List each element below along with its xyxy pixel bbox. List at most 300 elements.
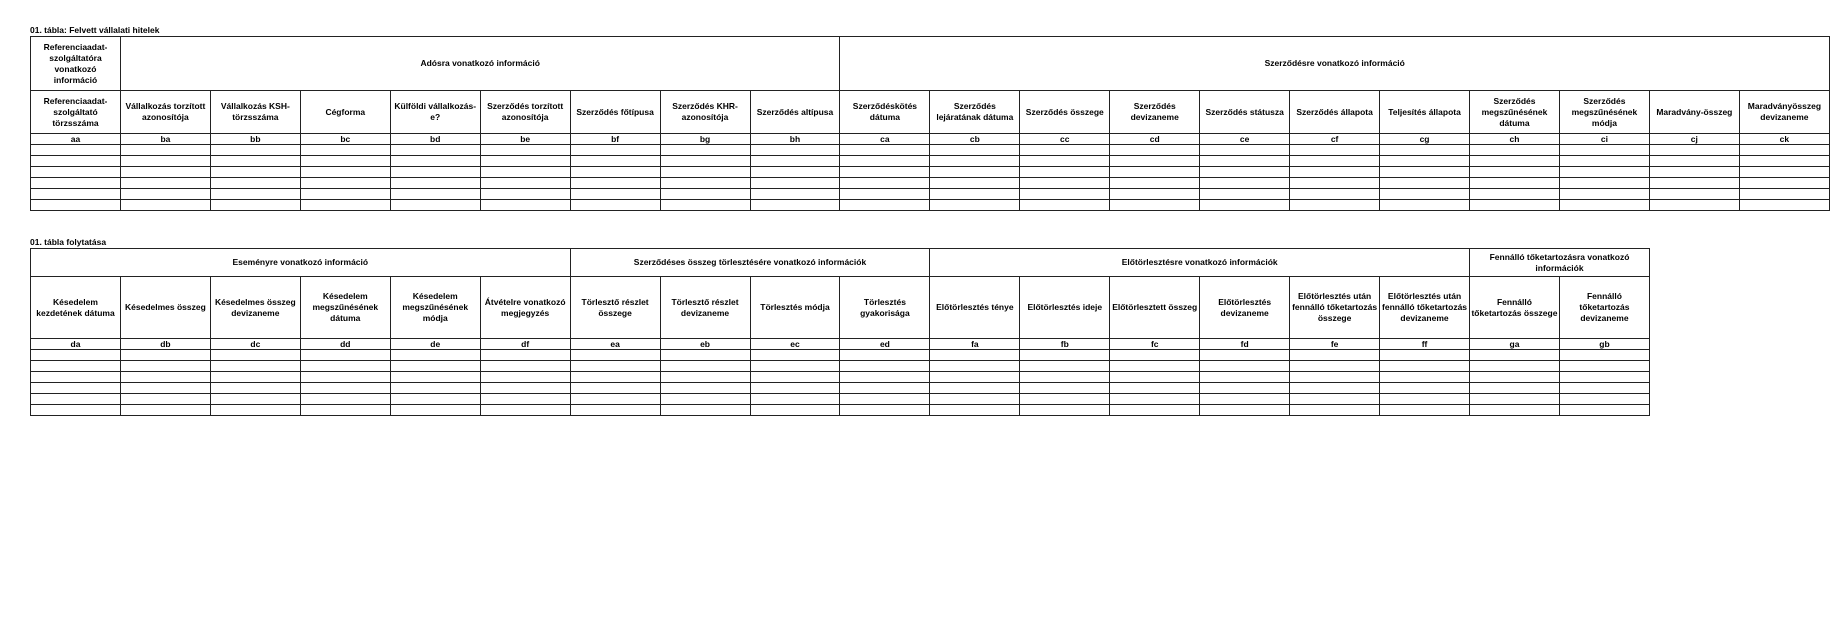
- column-code-cell: be: [480, 134, 570, 145]
- table2-continuation: [30, 248, 1650, 416]
- table-cell[interactable]: [480, 156, 570, 167]
- column-header-cell: Külföldi vállalkozás-e?: [390, 91, 480, 134]
- table-cell[interactable]: [120, 361, 210, 372]
- table-cell[interactable]: [1020, 167, 1110, 178]
- table-cell[interactable]: [1290, 178, 1380, 189]
- table-cell[interactable]: [1290, 394, 1380, 405]
- column-code-cell: gb: [1559, 339, 1649, 350]
- column-header-cell: Törlesztő részlet devizaneme: [660, 277, 750, 339]
- table-row: [31, 405, 1650, 416]
- table-cell[interactable]: [840, 372, 930, 383]
- table-cell[interactable]: [1380, 178, 1470, 189]
- table-cell[interactable]: [1200, 167, 1290, 178]
- table-cell[interactable]: [660, 394, 750, 405]
- column-header-cell: Késedelmes összeg devizaneme: [210, 277, 300, 339]
- column-code-cell: bc: [300, 134, 390, 145]
- table-cell[interactable]: [31, 178, 121, 189]
- table-cell[interactable]: [1380, 383, 1470, 394]
- table-cell[interactable]: [480, 361, 570, 372]
- table-cell[interactable]: [1290, 383, 1380, 394]
- table-cell[interactable]: [31, 200, 121, 211]
- column-code-cell: da: [31, 339, 121, 350]
- table-cell[interactable]: [1380, 372, 1470, 383]
- table-cell[interactable]: [840, 189, 930, 200]
- table1-caption: 01. tábla: Felvett vállalati hitelek: [30, 25, 160, 35]
- column-header-cell: Szerződés összege: [1020, 91, 1110, 134]
- table-cell[interactable]: [31, 167, 121, 178]
- table-cell[interactable]: [570, 178, 660, 189]
- table-row: [31, 394, 1650, 405]
- table-cell[interactable]: [840, 156, 930, 167]
- table-cell[interactable]: [480, 189, 570, 200]
- table-cell[interactable]: [930, 145, 1020, 156]
- table-cell[interactable]: [1200, 405, 1290, 416]
- table-cell[interactable]: [300, 145, 390, 156]
- table-cell[interactable]: [660, 200, 750, 211]
- table-cell[interactable]: [1290, 167, 1380, 178]
- table-row: [31, 361, 1650, 372]
- table-cell[interactable]: [1739, 145, 1829, 156]
- table-cell[interactable]: [750, 383, 840, 394]
- table-cell[interactable]: [300, 156, 390, 167]
- table-cell[interactable]: [930, 156, 1020, 167]
- column-header-cell: Szerződés devizaneme: [1110, 91, 1200, 134]
- table-cell[interactable]: [390, 189, 480, 200]
- table-cell[interactable]: [930, 189, 1020, 200]
- table-cell[interactable]: [750, 394, 840, 405]
- table-cell[interactable]: [1559, 372, 1649, 383]
- table-cell[interactable]: [1110, 189, 1200, 200]
- table-cell[interactable]: [1470, 200, 1560, 211]
- table-cell[interactable]: [1110, 394, 1200, 405]
- table-cell[interactable]: [31, 156, 121, 167]
- table-cell[interactable]: [300, 405, 390, 416]
- table-cell[interactable]: [210, 189, 300, 200]
- table-cell[interactable]: [930, 405, 1020, 416]
- table-cell[interactable]: [390, 178, 480, 189]
- table-cell[interactable]: [1200, 189, 1290, 200]
- table-cell[interactable]: [570, 394, 660, 405]
- table-cell[interactable]: [570, 167, 660, 178]
- column-code-cell: fa: [930, 339, 1020, 350]
- table-row: [31, 178, 1830, 189]
- table-cell[interactable]: [480, 167, 570, 178]
- table-cell[interactable]: [31, 372, 121, 383]
- table-cell[interactable]: [660, 350, 750, 361]
- table-cell[interactable]: [1470, 156, 1560, 167]
- column-code-cell: fe: [1290, 339, 1380, 350]
- table-cell[interactable]: [390, 394, 480, 405]
- table-row: [31, 167, 1830, 178]
- table-cell[interactable]: [840, 383, 930, 394]
- table-cell[interactable]: [390, 361, 480, 372]
- table-cell[interactable]: [1110, 145, 1200, 156]
- table-cell[interactable]: [570, 405, 660, 416]
- table-cell[interactable]: [210, 405, 300, 416]
- column-code-cell: cg: [1380, 134, 1470, 145]
- table-cell[interactable]: [930, 200, 1020, 211]
- table-cell[interactable]: [570, 189, 660, 200]
- column-code-cell: ed: [840, 339, 930, 350]
- column-header-cell: Fennálló tőketartozás összege: [1470, 277, 1560, 339]
- table-cell[interactable]: [1649, 167, 1739, 178]
- table-cell[interactable]: [1559, 383, 1649, 394]
- table-cell[interactable]: [930, 178, 1020, 189]
- table-cell[interactable]: [1739, 178, 1829, 189]
- table-cell[interactable]: [750, 167, 840, 178]
- table-cell[interactable]: [660, 145, 750, 156]
- table-cell[interactable]: [660, 178, 750, 189]
- table-cell[interactable]: [31, 350, 121, 361]
- table-row: [31, 189, 1830, 200]
- table-cell[interactable]: [210, 178, 300, 189]
- table-row: [31, 200, 1830, 211]
- table-cell[interactable]: [750, 178, 840, 189]
- table-cell[interactable]: [1020, 200, 1110, 211]
- table-cell[interactable]: [31, 145, 121, 156]
- table-cell[interactable]: [300, 361, 390, 372]
- column-header-cell: Előtörlesztett összeg: [1110, 277, 1200, 339]
- column-header-cell: Előtörlesztés után fennálló tőketartozás devizaneme: [1380, 277, 1470, 339]
- table-cell[interactable]: [1020, 178, 1110, 189]
- table-cell[interactable]: [840, 200, 930, 211]
- table-cell[interactable]: [840, 145, 930, 156]
- table-cell[interactable]: [570, 145, 660, 156]
- table-cell[interactable]: [1380, 167, 1470, 178]
- table-cell[interactable]: [480, 200, 570, 211]
- table-cell[interactable]: [750, 200, 840, 211]
- table-cell[interactable]: [480, 145, 570, 156]
- table-cell[interactable]: [390, 405, 480, 416]
- table-cell[interactable]: [1470, 189, 1560, 200]
- table-cell[interactable]: [930, 394, 1020, 405]
- table-cell[interactable]: [480, 405, 570, 416]
- table-cell[interactable]: [930, 167, 1020, 178]
- table-cell[interactable]: [390, 200, 480, 211]
- column-code-cell: ck: [1739, 134, 1829, 145]
- table-cell[interactable]: [210, 394, 300, 405]
- table-cell[interactable]: [120, 178, 210, 189]
- table-cell[interactable]: [210, 383, 300, 394]
- column-header-cell: Szerződés főtípusa: [570, 91, 660, 134]
- table-cell[interactable]: [840, 394, 930, 405]
- column-code-cell: ca: [840, 134, 930, 145]
- table-cell[interactable]: [480, 394, 570, 405]
- table-cell[interactable]: [1559, 167, 1649, 178]
- table-cell[interactable]: [750, 189, 840, 200]
- table-cell[interactable]: [1559, 156, 1649, 167]
- table-cell[interactable]: [1380, 200, 1470, 211]
- table-cell[interactable]: [1470, 405, 1560, 416]
- table-cell[interactable]: [120, 372, 210, 383]
- table-cell[interactable]: [120, 350, 210, 361]
- table-cell[interactable]: [480, 178, 570, 189]
- table-cell[interactable]: [1200, 383, 1290, 394]
- group-header-cell: Adósra vonatkozó információ: [120, 37, 840, 91]
- table-cell[interactable]: [1380, 394, 1470, 405]
- table-cell[interactable]: [750, 405, 840, 416]
- column-header-cell: Teljesítés állapota: [1380, 91, 1470, 134]
- table-cell[interactable]: [390, 372, 480, 383]
- table-cell[interactable]: [120, 167, 210, 178]
- table-cell[interactable]: [1110, 405, 1200, 416]
- table-cell[interactable]: [120, 156, 210, 167]
- table-cell[interactable]: [1649, 178, 1739, 189]
- table-cell[interactable]: [31, 394, 121, 405]
- column-code-cell: fb: [1020, 339, 1110, 350]
- table-cell[interactable]: [1739, 156, 1829, 167]
- table-cell[interactable]: [1559, 361, 1649, 372]
- table-cell[interactable]: [120, 145, 210, 156]
- table-cell[interactable]: [1470, 394, 1560, 405]
- table-cell[interactable]: [31, 383, 121, 394]
- table-cell[interactable]: [1200, 372, 1290, 383]
- column-code-cell: bg: [660, 134, 750, 145]
- table-cell[interactable]: [480, 372, 570, 383]
- table-cell[interactable]: [210, 350, 300, 361]
- table-cell[interactable]: [1559, 200, 1649, 211]
- table-cell[interactable]: [840, 178, 930, 189]
- table-cell[interactable]: [1020, 145, 1110, 156]
- group-header-cell: Fennálló tőketartozásra vonatkozó információk: [1470, 249, 1650, 277]
- table-row: [31, 350, 1650, 361]
- table-cell[interactable]: [1739, 200, 1829, 211]
- table-cell[interactable]: [1110, 200, 1200, 211]
- table-cell[interactable]: [660, 361, 750, 372]
- table-cell[interactable]: [1110, 167, 1200, 178]
- column-header-cell: Késedelmes összeg: [120, 277, 210, 339]
- table-cell[interactable]: [1200, 145, 1290, 156]
- table-cell[interactable]: [210, 167, 300, 178]
- column-header-cell: Vállalkozás KSH-törzsszáma: [210, 91, 300, 134]
- table-cell[interactable]: [120, 394, 210, 405]
- column-code-cell: bb: [210, 134, 300, 145]
- table-cell[interactable]: [1470, 145, 1560, 156]
- table-cell[interactable]: [31, 405, 121, 416]
- table-cell[interactable]: [1020, 383, 1110, 394]
- table-cell[interactable]: [120, 383, 210, 394]
- group-header-cell: Szerződésre vonatkozó információ: [840, 37, 1830, 91]
- column-header-cell: Késedelem megszűnésének dátuma: [300, 277, 390, 339]
- column-code-cell: cc: [1020, 134, 1110, 145]
- table-row: [31, 383, 1650, 394]
- column-code-cell: ce: [1200, 134, 1290, 145]
- column-code-row: [31, 339, 1650, 350]
- column-code-cell: eb: [660, 339, 750, 350]
- table-cell[interactable]: [1559, 189, 1649, 200]
- group-header-cell: Szerződéses összeg törlesztésére vonatkozó információk: [570, 249, 930, 277]
- column-header-row: [31, 91, 1830, 134]
- group-header-row: [31, 37, 1830, 91]
- table-cell[interactable]: [210, 200, 300, 211]
- table-cell[interactable]: [1290, 361, 1380, 372]
- table-cell[interactable]: [1020, 405, 1110, 416]
- table-cell[interactable]: [750, 145, 840, 156]
- table-cell[interactable]: [1739, 189, 1829, 200]
- table-cell[interactable]: [1290, 145, 1380, 156]
- table-cell[interactable]: [1380, 156, 1470, 167]
- table-cell[interactable]: [1110, 372, 1200, 383]
- table-cell[interactable]: [300, 178, 390, 189]
- column-header-cell: Szerződés megszűnésének módja: [1559, 91, 1649, 134]
- table-cell[interactable]: [31, 189, 121, 200]
- table-cell[interactable]: [1649, 200, 1739, 211]
- table-cell[interactable]: [930, 372, 1020, 383]
- table-cell[interactable]: [660, 156, 750, 167]
- table-cell[interactable]: [1110, 178, 1200, 189]
- table-cell[interactable]: [930, 383, 1020, 394]
- table-cell[interactable]: [300, 167, 390, 178]
- table-cell[interactable]: [120, 189, 210, 200]
- table-cell[interactable]: [570, 372, 660, 383]
- column-header-cell: Cégforma: [300, 91, 390, 134]
- table-cell[interactable]: [1380, 189, 1470, 200]
- table-cell[interactable]: [1020, 361, 1110, 372]
- table-cell[interactable]: [570, 200, 660, 211]
- table-cell[interactable]: [1200, 156, 1290, 167]
- table-cell[interactable]: [570, 156, 660, 167]
- column-header-cell: Szerződés státusza: [1200, 91, 1290, 134]
- table-cell[interactable]: [1559, 145, 1649, 156]
- table-cell[interactable]: [1470, 167, 1560, 178]
- table-cell[interactable]: [1020, 372, 1110, 383]
- table-cell[interactable]: [1380, 405, 1470, 416]
- table-cell[interactable]: [1559, 178, 1649, 189]
- table-cell[interactable]: [480, 350, 570, 361]
- table-cell[interactable]: [570, 350, 660, 361]
- table-cell[interactable]: [1020, 350, 1110, 361]
- table-cell[interactable]: [1110, 383, 1200, 394]
- column-code-cell: cd: [1110, 134, 1200, 145]
- table-cell[interactable]: [1200, 394, 1290, 405]
- table-cell[interactable]: [930, 350, 1020, 361]
- table-cell[interactable]: [1020, 189, 1110, 200]
- table-cell[interactable]: [31, 361, 121, 372]
- column-header-cell: Szerződéskötés dátuma: [840, 91, 930, 134]
- column-header-cell: Előtörlesztés devizaneme: [1200, 277, 1290, 339]
- table-cell[interactable]: [1739, 167, 1829, 178]
- column-header-cell: Szerződés lejáratának dátuma: [930, 91, 1020, 134]
- table-cell[interactable]: [210, 372, 300, 383]
- table-cell[interactable]: [1559, 394, 1649, 405]
- table-cell[interactable]: [570, 383, 660, 394]
- table-cell[interactable]: [1020, 156, 1110, 167]
- table-cell[interactable]: [300, 350, 390, 361]
- table-cell[interactable]: [1110, 361, 1200, 372]
- table-cell[interactable]: [660, 167, 750, 178]
- table-cell[interactable]: [1559, 350, 1649, 361]
- table-cell[interactable]: [390, 350, 480, 361]
- table-cell[interactable]: [1110, 350, 1200, 361]
- column-code-cell: bh: [750, 134, 840, 145]
- column-header-cell: Előtörlesztés után fennálló tőketartozás összege: [1290, 277, 1380, 339]
- table-cell[interactable]: [570, 361, 660, 372]
- table-cell[interactable]: [1290, 405, 1380, 416]
- table-cell[interactable]: [210, 145, 300, 156]
- table-cell[interactable]: [300, 200, 390, 211]
- table-cell[interactable]: [300, 372, 390, 383]
- column-code-cell: ba: [120, 134, 210, 145]
- table-cell[interactable]: [930, 361, 1020, 372]
- column-header-cell: Késedelem megszűnésének módja: [390, 277, 480, 339]
- table-cell[interactable]: [660, 372, 750, 383]
- table-cell[interactable]: [1380, 361, 1470, 372]
- table-cell[interactable]: [1380, 145, 1470, 156]
- table-cell[interactable]: [1470, 372, 1560, 383]
- table-cell[interactable]: [390, 145, 480, 156]
- table-row: [31, 145, 1830, 156]
- table-cell[interactable]: [840, 167, 930, 178]
- column-header-cell: Maradvány-összeg: [1649, 91, 1739, 134]
- table-cell[interactable]: [390, 156, 480, 167]
- table-cell[interactable]: [1649, 189, 1739, 200]
- table-cell[interactable]: [750, 361, 840, 372]
- table-cell[interactable]: [840, 350, 930, 361]
- column-code-cell: fd: [1200, 339, 1290, 350]
- column-code-cell: ci: [1559, 134, 1649, 145]
- table1-loans: [30, 36, 1830, 211]
- table-cell[interactable]: [750, 156, 840, 167]
- table-cell[interactable]: [660, 383, 750, 394]
- table-cell[interactable]: [1649, 156, 1739, 167]
- table-cell[interactable]: [840, 405, 930, 416]
- table-cell[interactable]: [120, 200, 210, 211]
- table-cell[interactable]: [1649, 145, 1739, 156]
- column-code-cell: ga: [1470, 339, 1560, 350]
- column-header-cell: Szerződés torzított azonosítója: [480, 91, 570, 134]
- table-row: [31, 156, 1830, 167]
- table-cell[interactable]: [1200, 350, 1290, 361]
- table-cell[interactable]: [1290, 156, 1380, 167]
- table-cell[interactable]: [1200, 200, 1290, 211]
- table-cell[interactable]: [1020, 394, 1110, 405]
- table-cell[interactable]: [390, 167, 480, 178]
- table-cell[interactable]: [120, 405, 210, 416]
- table-cell[interactable]: [660, 189, 750, 200]
- table-cell[interactable]: [1470, 383, 1560, 394]
- column-header-cell: Vállalkozás torzított azonosítója: [120, 91, 210, 134]
- table-cell[interactable]: [1290, 200, 1380, 211]
- column-header-cell: Szerződés megszűnésének dátuma: [1470, 91, 1560, 134]
- table-cell[interactable]: [1290, 189, 1380, 200]
- table-cell[interactable]: [840, 361, 930, 372]
- table-cell[interactable]: [1110, 156, 1200, 167]
- table-cell[interactable]: [1559, 405, 1649, 416]
- table-cell[interactable]: [1290, 372, 1380, 383]
- table-cell[interactable]: [1290, 350, 1380, 361]
- table-cell[interactable]: [390, 383, 480, 394]
- table-cell[interactable]: [210, 361, 300, 372]
- column-header-cell: Törlesztés módja: [750, 277, 840, 339]
- table-cell[interactable]: [1380, 350, 1470, 361]
- table-cell[interactable]: [1470, 178, 1560, 189]
- group-header-row: [31, 249, 1650, 277]
- column-code-row: [31, 134, 1830, 145]
- table-cell[interactable]: [750, 372, 840, 383]
- table-cell[interactable]: [300, 394, 390, 405]
- table-cell[interactable]: [210, 156, 300, 167]
- table-cell[interactable]: [750, 350, 840, 361]
- column-code-cell: aa: [31, 134, 121, 145]
- table-cell[interactable]: [1470, 361, 1560, 372]
- table-cell[interactable]: [1470, 350, 1560, 361]
- table-cell[interactable]: [660, 405, 750, 416]
- table-cell[interactable]: [300, 383, 390, 394]
- table-cell[interactable]: [1200, 178, 1290, 189]
- table-cell[interactable]: [480, 383, 570, 394]
- table-cell[interactable]: [1200, 361, 1290, 372]
- table-cell[interactable]: [300, 189, 390, 200]
